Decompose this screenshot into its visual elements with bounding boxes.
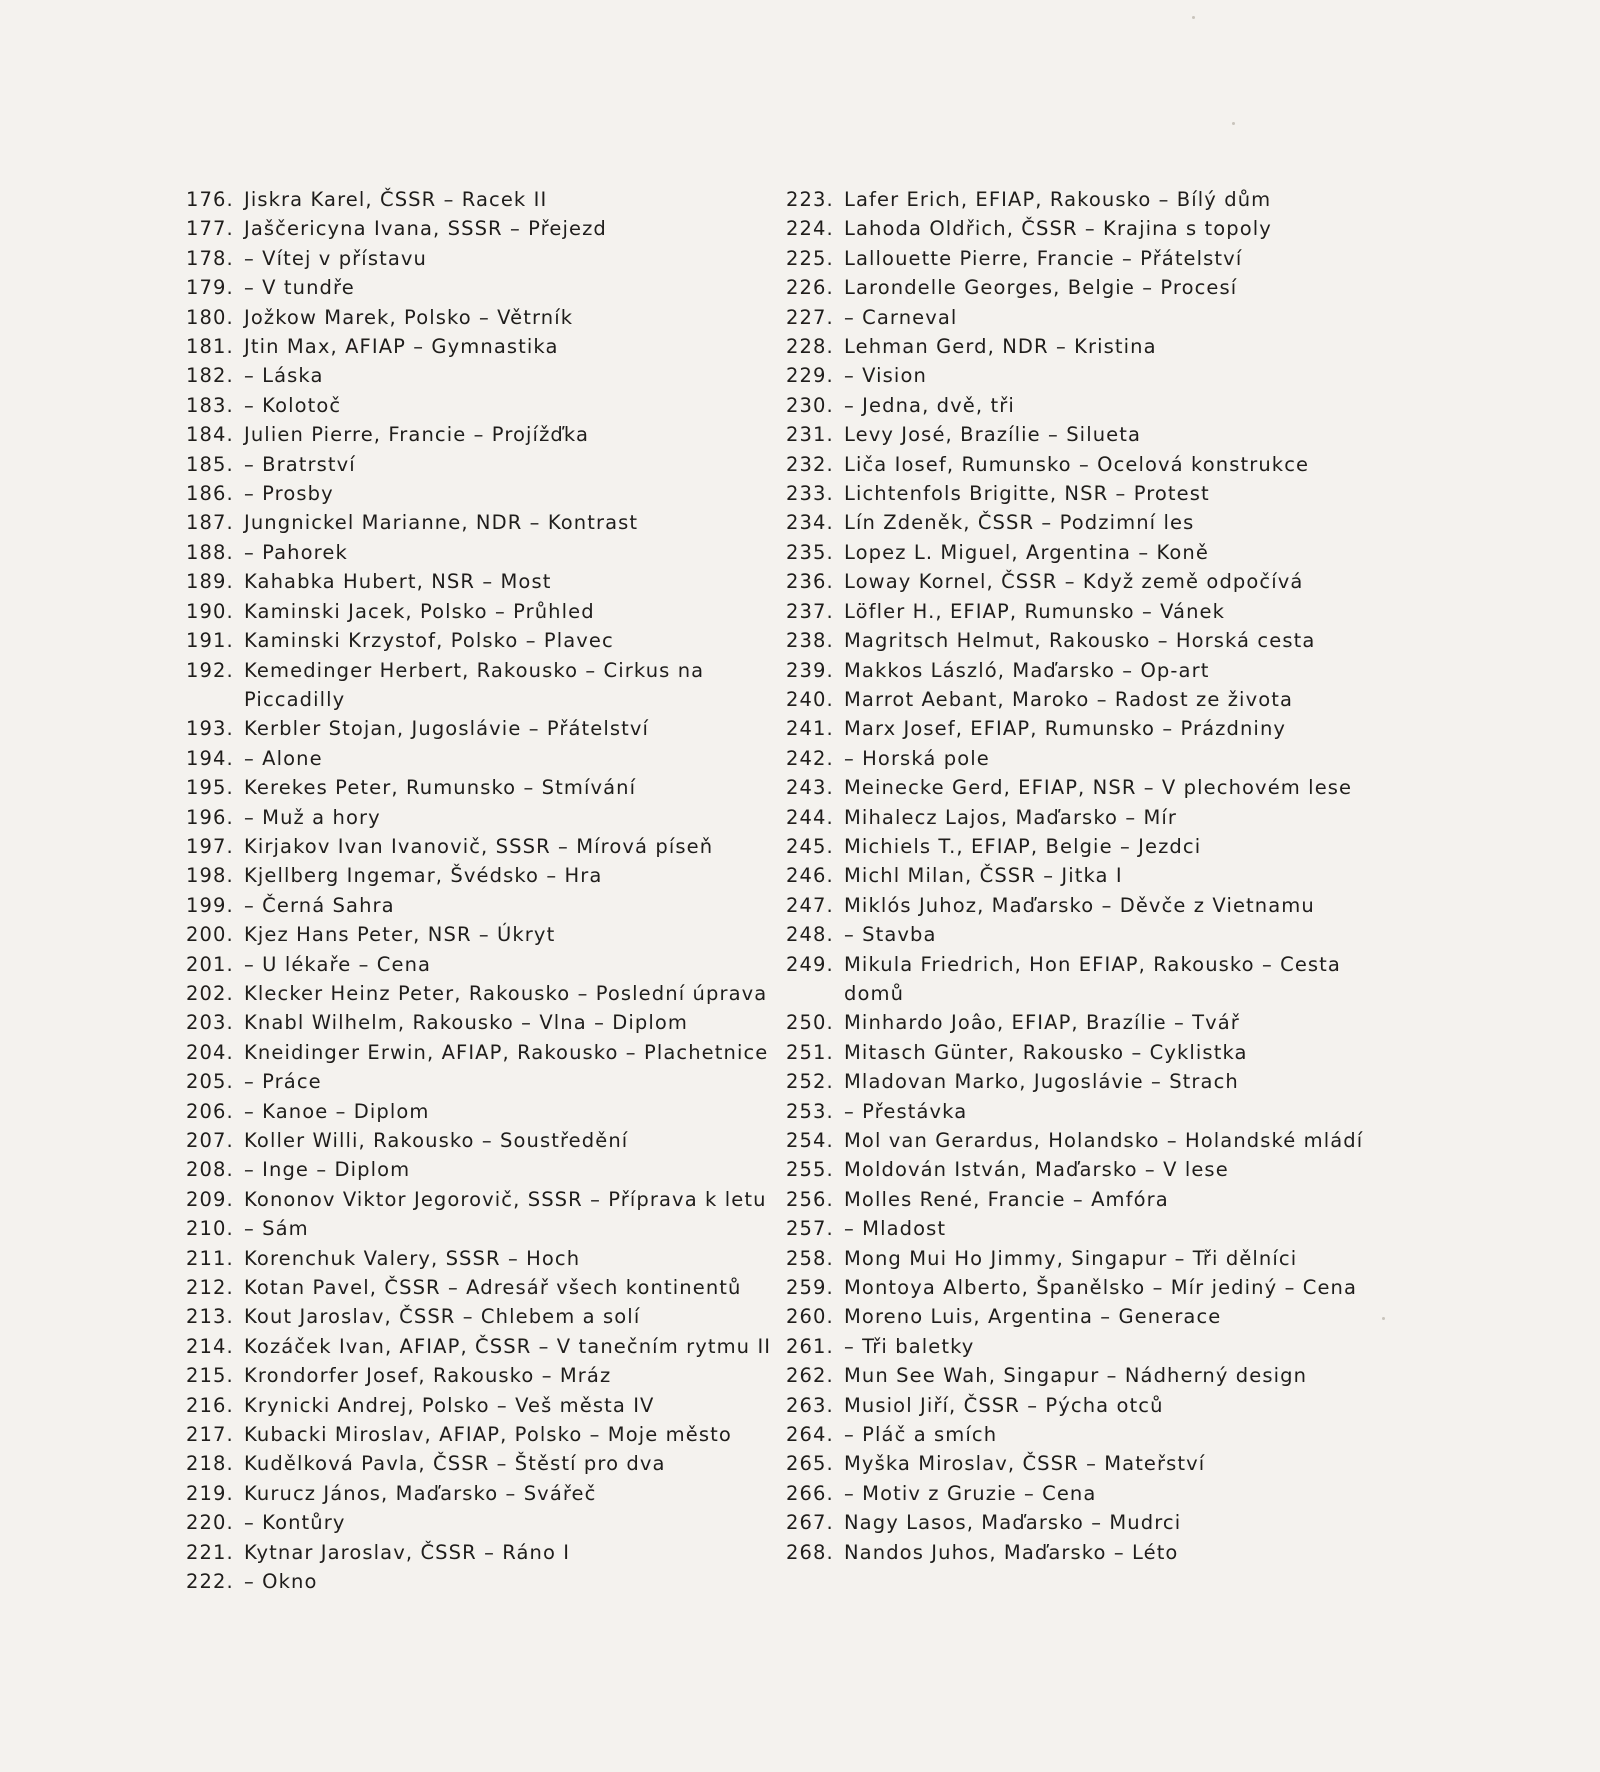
catalog-entry [186,1567,796,1596]
catalog-entry [786,185,1376,214]
catalog-entry [786,420,1376,449]
catalog-entry [186,597,796,626]
entry-text: – Prosby [244,482,334,506]
entry-number: 197. [186,834,234,858]
catalog-entry [186,979,796,1008]
catalog-entry [786,1155,1376,1184]
catalog-entry [786,332,1376,361]
entry-number: 253. [786,1099,834,1123]
catalog-entry [786,1302,1376,1331]
catalog-entry [186,1214,796,1243]
entry-text: – Alone [244,746,323,770]
entry-number: 219. [186,1481,234,1505]
catalog-entry [186,1126,796,1155]
catalog-entry [186,1067,796,1096]
catalog-entry [786,1449,1376,1478]
entry-text: – Kolotoč [244,393,342,417]
entry-text: Magritsch Helmut, Rakousko – Horská cesta [844,629,1316,653]
entry-text: Kudělková Pavla, ČSSR – Štěstí pro dva [244,1452,666,1476]
catalog-entry [786,1008,1376,1037]
entry-text: Miklós Juhoz, Maďarsko – Děvče z Vietnamu [844,893,1315,917]
entry-text: Klecker Heinz Peter, Rakousko – Poslední úprava [244,981,768,1005]
catalog-entry [786,1479,1376,1508]
entry-number: 194. [186,746,234,770]
catalog-entry [186,273,796,302]
catalog-entry [786,1185,1376,1214]
entry-text: Kjez Hans Peter, NSR – Úkryt [244,923,556,947]
entry-number: 179. [186,276,234,300]
entry-number: 191. [186,629,234,653]
entry-number: 180. [186,305,234,329]
catalog-entry [786,773,1376,802]
entry-number: 249. [786,952,834,976]
catalog-entry [786,861,1376,890]
entry-text: Lichtenfols Brigitte, NSR – Protest [844,482,1210,506]
entry-number: 256. [786,1187,834,1211]
catalog-entry [186,744,796,773]
entry-text: Nagy Lasos, Maďarsko – Mudrci [844,1511,1182,1535]
catalog-entry [186,773,796,802]
entry-number: 208. [186,1158,234,1182]
catalog-entry [186,714,796,743]
entry-number: 239. [786,658,834,682]
entry-text: Kurucz János, Maďarsko – Svářeč [244,1481,597,1505]
entry-list-left [186,185,796,1597]
catalog-entry [186,538,796,567]
entry-text: Jožkow Marek, Polsko – Větrník [244,305,574,329]
entry-text: Michiels T., EFIAP, Belgie – Jezdci [844,834,1202,858]
catalog-entry [786,303,1376,332]
entry-text: Kozáček Ivan, AFIAP, ČSSR – V tanečním rytmu II [244,1334,772,1358]
catalog-entry [786,1067,1376,1096]
catalog-entry [186,1038,796,1067]
entry-text: Michl Milan, ČSSR – Jitka I [844,864,1123,888]
entry-text: Korenchuk Valery, SSSR – Hoch [244,1246,581,1270]
paper-speck [1192,16,1195,19]
catalog-entry [186,361,796,390]
entry-text: Moldován István, Maďarsko – V lese [844,1158,1229,1182]
entry-number: 212. [186,1276,234,1300]
entry-text: Kout Jaroslav, ČSSR – Chlebem a solí [244,1305,641,1329]
catalog-entry [186,1008,796,1037]
entry-text: Marrot Aebant, Maroko – Radost ze života [844,687,1294,711]
entry-number: 190. [186,599,234,623]
entry-text: Minhardo Joâo, EFIAP, Brazílie – Tvář [844,1011,1240,1035]
entry-text: Kytnar Jaroslav, ČSSR – Ráno I [244,1540,571,1564]
entry-number: 244. [786,805,834,829]
catalog-entry [786,1332,1376,1361]
catalog-entry [786,479,1376,508]
entry-number: 236. [786,570,834,594]
entry-number: 238. [786,629,834,653]
entry-text: Kahabka Hubert, NSR – Most [244,570,552,594]
catalog-entry [786,508,1376,537]
entry-text: – Práce [244,1070,322,1094]
entry-number: 260. [786,1305,834,1329]
catalog-entry [186,1508,796,1537]
entry-text: Krynicki Andrej, Polsko – Veš města IV [244,1393,655,1417]
entry-number: 241. [786,717,834,741]
catalog-entry [786,273,1376,302]
entry-number: 178. [186,246,234,270]
catalog-entry [186,950,796,979]
entry-text: – Jedna, dvě, tři [844,393,1015,417]
catalog-entry [186,1361,796,1390]
catalog-entry [186,1273,796,1302]
entry-number: 218. [186,1452,234,1476]
catalog-entry [786,1361,1376,1390]
entry-text: Mitasch Günter, Rakousko – Cyklistka [844,1040,1248,1064]
entry-number: 263. [786,1393,834,1417]
entry-text: Mun See Wah, Singapur – Nádherný design [844,1364,1308,1388]
entry-text: Mikula Friedrich, Hon EFIAP, Rakousko – Cesta domů [844,952,1341,1005]
entry-number: 252. [786,1070,834,1094]
entry-text: – U lékaře – Cena [244,952,432,976]
catalog-entry [186,1302,796,1331]
entry-text: Kneidinger Erwin, AFIAP, Rakousko – Plachetnice [244,1040,769,1064]
entry-number: 209. [186,1187,234,1211]
catalog-entry [786,450,1376,479]
entry-text: – Inge – Diplom [244,1158,411,1182]
entry-number: 202. [186,981,234,1005]
catalog-entry [186,1420,796,1449]
entry-number: 245. [786,834,834,858]
catalog-entry [186,1479,796,1508]
catalog-entry [186,1449,796,1478]
entry-number: 211. [186,1246,234,1270]
entry-number: 220. [186,1511,234,1535]
catalog-entry [786,1538,1376,1567]
entry-number: 231. [786,423,834,447]
paper-speck [1232,122,1235,125]
entry-number: 268. [786,1540,834,1564]
entry-number: 198. [186,864,234,888]
entry-number: 251. [786,1040,834,1064]
entry-text: – Černá Sahra [244,893,395,917]
entry-text: Makkos László, Maďarsko – Op-art [844,658,1210,682]
entry-text: Molles René, Francie – Amfóra [844,1187,1169,1211]
entry-number: 258. [786,1246,834,1270]
entry-number: 188. [186,540,234,564]
entry-text: – Kontůry [244,1511,346,1535]
catalog-entry [786,1508,1376,1537]
entry-number: 213. [186,1305,234,1329]
entry-text: Liča Iosef, Rumunsko – Ocelová konstrukce [844,452,1310,476]
entry-number: 243. [786,776,834,800]
entry-text: – V tundře [244,276,355,300]
entry-text: – Bratrství [244,452,356,476]
entry-text: Levy José, Brazílie – Silueta [844,423,1142,447]
entry-text: Meinecke Gerd, EFIAP, NSR – V plechovém lese [844,776,1353,800]
entry-text: Lallouette Pierre, Francie – Přátelství [844,246,1243,270]
entry-number: 266. [786,1481,834,1505]
catalog-entry [186,479,796,508]
catalog-entry [786,1244,1376,1273]
catalog-entry [186,244,796,273]
entry-number: 205. [186,1070,234,1094]
catalog-entry [186,303,796,332]
entry-text: – Láska [244,364,324,388]
entry-text: Kaminski Jacek, Polsko – Průhled [244,599,595,623]
entry-text: Myška Miroslav, ČSSR – Mateřství [844,1452,1206,1476]
entry-number: 228. [786,335,834,359]
catalog-entry [186,891,796,920]
entry-text: Kerbler Stojan, Jugoslávie – Přátelství [244,717,650,741]
entry-number: 203. [186,1011,234,1035]
entry-number: 192. [186,658,234,682]
entry-text: Kemedinger Herbert, Rakousko – Cirkus na Piccadilly [244,658,705,711]
entry-text: Löfler H., EFIAP, Rumunsko – Vánek [844,599,1226,623]
catalog-entry [786,1273,1376,1302]
entry-number: 216. [186,1393,234,1417]
entry-number: 187. [186,511,234,535]
catalog-entry [786,597,1376,626]
entry-number: 195. [186,776,234,800]
entry-number: 182. [186,364,234,388]
entry-text: Julien Pierre, Francie – Projížďka [244,423,589,447]
catalog-entry [786,1126,1376,1155]
entry-number: 214. [186,1334,234,1358]
entry-text: – Motiv z Gruzie – Cena [844,1481,1097,1505]
catalog-entry [186,332,796,361]
entry-number: 248. [786,923,834,947]
catalog-entry [786,891,1376,920]
catalog-entry [186,1391,796,1420]
entry-text: Mong Mui Ho Jimmy, Singapur – Tři dělníci [844,1246,1298,1270]
entry-number: 224. [786,217,834,241]
entry-number: 234. [786,511,834,535]
entry-number: 193. [186,717,234,741]
entry-text: Lafer Erich, EFIAP, Rakousko – Bílý dům [844,188,1272,211]
entry-number: 223. [786,188,834,211]
entry-text: – Kanoe – Diplom [244,1099,430,1123]
entry-text: Nandos Juhos, Maďarsko – Léto [844,1540,1179,1564]
entry-text: Kirjakov Ivan Ivanovič, SSSR – Mírová píseň [244,834,714,858]
entry-number: 189. [186,570,234,594]
entry-number: 254. [786,1129,834,1152]
catalog-entry [186,1332,796,1361]
catalog-entry [186,420,796,449]
entry-text: Mol van Gerardus, Holandsko – Holandské mládí [844,1129,1364,1152]
entry-number: 264. [786,1423,834,1447]
entry-number: 246. [786,864,834,888]
catalog-entry [186,450,796,479]
catalog-entry [186,214,796,243]
catalog-entry [186,803,796,832]
entry-number: 265. [786,1452,834,1476]
entry-text: – Pahorek [244,540,348,564]
entry-text: – Okno [244,1570,318,1594]
entry-text: Kotan Pavel, ČSSR – Adresář všech kontinentů [244,1276,742,1300]
entry-text: Kubacki Miroslav, AFIAP, Polsko – Moje město [244,1423,732,1447]
catalog-entry [186,656,796,715]
entry-text: Musiol Jiří, ČSSR – Pýcha otců [844,1393,1164,1417]
entry-number: 206. [186,1099,234,1123]
catalog-entry [786,567,1376,596]
entry-text: Krondorfer Josef, Rakousko – Mráz [244,1364,612,1388]
catalog-entry [786,391,1376,420]
catalog-entry [786,744,1376,773]
catalog-entry [786,1038,1376,1067]
entry-number: 247. [786,893,834,917]
entry-text: Larondelle Georges, Belgie – Procesí [844,276,1238,300]
entry-text: Mihalecz Lajos, Maďarsko – Mír [844,805,1178,829]
entry-number: 237. [786,599,834,623]
entry-number: 226. [786,276,834,300]
entry-number: 232. [786,452,834,476]
entry-number: 259. [786,1276,834,1300]
entry-number: 230. [786,393,834,417]
entry-number: 184. [186,423,234,447]
catalog-entry [186,1155,796,1184]
entry-number: 204. [186,1040,234,1064]
entry-number: 199. [186,893,234,917]
entry-number: 257. [786,1217,834,1241]
entry-number: 177. [186,217,234,241]
catalog-entry [186,1244,796,1273]
entry-text: – Carneval [844,305,958,329]
entry-number: 242. [786,746,834,770]
catalog-entry [186,920,796,949]
catalog-entry [786,1097,1376,1126]
entry-text: Koller Willi, Rakousko – Soustředění [244,1129,629,1152]
entry-number: 225. [786,246,834,270]
catalog-entry [786,361,1376,390]
entry-text: Marx Josef, EFIAP, Rumunsko – Prázdniny [844,717,1287,741]
entry-text: Kjellberg Ingemar, Švédsko – Hra [244,864,603,888]
entry-number: 181. [186,335,234,359]
entry-number: 221. [186,1540,234,1564]
entry-number: 261. [786,1334,834,1358]
entry-text: – Pláč a smích [844,1423,998,1447]
catalog-entry [786,1214,1376,1243]
catalog-entry [786,685,1376,714]
catalog-entry [786,920,1376,949]
entry-text: – Horská pole [844,746,990,770]
entry-text: Moreno Luis, Argentina – Generace [844,1305,1222,1329]
entry-text: Knabl Wilhelm, Rakousko – Vlna – Diplom [244,1011,689,1035]
entry-number: 201. [186,952,234,976]
entry-number: 207. [186,1129,234,1152]
catalog-entry [186,861,796,890]
entry-number: 186. [186,482,234,506]
entry-text: Jaščericyna Ivana, SSSR – Přejezd [244,217,607,241]
catalog-entry [786,1391,1376,1420]
entry-text: Jiskra Karel, ČSSR – Racek II [244,188,548,211]
entry-number: 229. [786,364,834,388]
entry-text: Lopez L. Miguel, Argentina – Koně [844,540,1209,564]
catalog-entry [186,391,796,420]
entry-text: – Přestávka [844,1099,968,1123]
entry-number: 250. [786,1011,834,1035]
entry-text: – Sám [244,1217,309,1241]
entry-text: – Vítej v přístavu [244,246,427,270]
entry-number: 176. [186,188,234,211]
entry-text: Lahoda Oldřich, ČSSR – Krajina s topoly [844,217,1272,241]
entry-text: Mladovan Marko, Jugoslávie – Strach [844,1070,1239,1094]
entry-text: Loway Kornel, ČSSR – Když země odpočívá [844,570,1304,594]
catalog-entry [786,950,1376,1009]
entry-number: 255. [786,1158,834,1182]
entry-number: 217. [186,1423,234,1447]
entry-text: Jtin Max, AFIAP – Gymnastika [244,335,559,359]
entry-text: – Stavba [844,923,937,947]
entry-number: 240. [786,687,834,711]
entry-number: 185. [186,452,234,476]
entry-text: Kerekes Peter, Rumunsko – Stmívání [244,776,637,800]
entry-number: 183. [186,393,234,417]
catalog-entry [186,626,796,655]
paper-speck [1382,1317,1385,1320]
entry-text: Lín Zdeněk, ČSSR – Podzimní les [844,511,1195,535]
entry-text: Montoya Alberto, Španělsko – Mír jediný – Cena [844,1276,1358,1300]
catalog-entry [786,538,1376,567]
catalog-entry [186,508,796,537]
entry-number: 196. [186,805,234,829]
entry-number: 200. [186,923,234,947]
entry-number: 267. [786,1511,834,1535]
entry-number: 215. [186,1364,234,1388]
entry-number: 222. [186,1570,234,1594]
catalog-entry [786,656,1376,685]
catalog-entry [786,832,1376,861]
entry-text: – Vision [844,364,927,388]
entry-number: 235. [786,540,834,564]
entry-number: 227. [786,305,834,329]
entry-text: – Muž a hory [244,805,381,829]
catalog-entry [186,1538,796,1567]
entry-text: Jungnickel Marianne, NDR – Kontrast [244,511,639,535]
catalog-entry [786,714,1376,743]
catalog-entry [786,1420,1376,1449]
catalog-entry [786,244,1376,273]
entry-number: 233. [786,482,834,506]
entry-number: 262. [786,1364,834,1388]
entry-text: Kononov Viktor Jegorovič, SSSR – Příprava k letu [244,1187,767,1211]
entry-number: 210. [186,1217,234,1241]
catalog-entry [186,185,796,214]
catalog-entry [186,567,796,596]
catalog-entry [786,626,1376,655]
entry-text: – Tři baletky [844,1334,975,1358]
catalog-entry [186,1185,796,1214]
catalog-entry [786,803,1376,832]
entry-text: Lehman Gerd, NDR – Kristina [844,335,1157,359]
catalog-entry [186,832,796,861]
entry-list-right [786,185,1376,1567]
catalog-entry [186,1097,796,1126]
catalog-entry [786,214,1376,243]
entry-text: Kaminski Krzystof, Polsko – Plavec [244,629,614,653]
entry-text: – Mladost [844,1217,947,1241]
